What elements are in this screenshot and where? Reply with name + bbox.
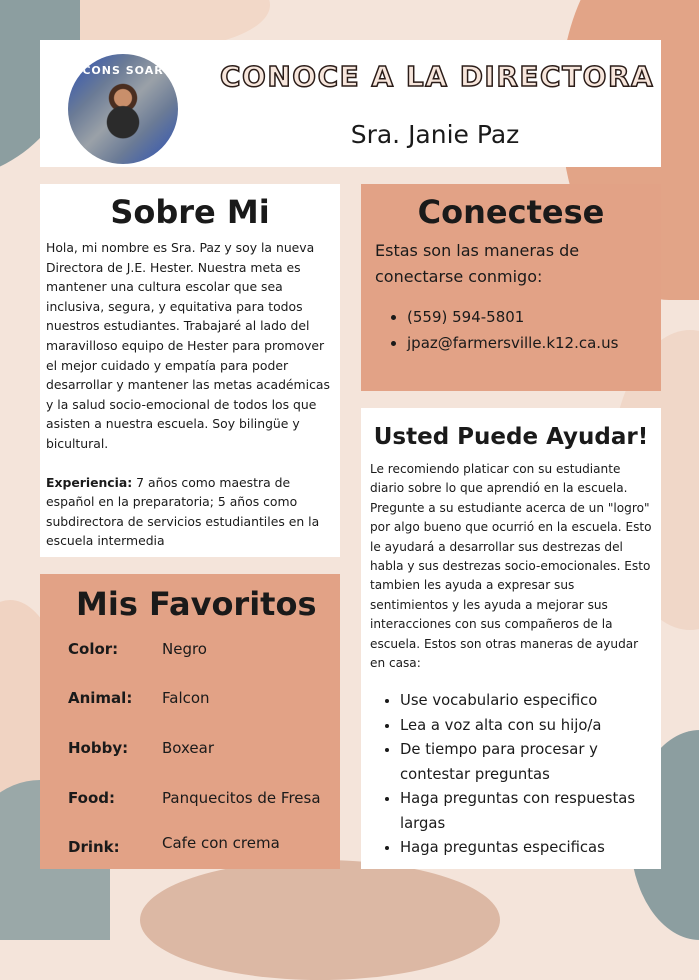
contact-email: • jpaz@farmersville.k12.ca.us [407,330,647,356]
about-me-card [40,184,340,557]
contact-phone: • (559) 594-5801 [407,304,647,330]
experience-text [46,473,334,551]
help-text: Le recomiendo platicar con su estudiante diario sobre lo que aprendió en la escuela. Pregunte a su estudiante acerca de un "logro" por algo bueno que ocurrió en la escuela. Esto le ayudará a desarrollar sus destrezas del habla y sus destrezas socio-emocionales. Esto tambien les ayuda a expresar sus sentimientos y les ayuda a mejorar sus interacciones con sus compañeros de la escuela. Estos son otras maneras de ayudar en casa: [370,462,652,671]
favorite-value: Negro [162,640,207,658]
help-tips-list [370,689,652,861]
favorite-key: Color: [68,640,119,658]
list-item: • Haga preguntas especificas [400,836,652,861]
header-card [40,40,661,167]
page-title: CONOCE A LA DIRECTORA [220,60,655,93]
list-item: • Haga preguntas con respuestas largas [400,787,652,836]
favorite-key: Animal: [68,689,133,707]
experience-value: 7 años como maestra de español en la preparatoria; 5 años como subdirectora de servicios estudiantiles en la escuela intermedia [46,474,320,549]
about-me-heading: Sobre Mi [110,193,270,231]
list-item: • Lea a voz alta con su hijo/a [400,714,652,739]
favorite-key: Hobby: [68,739,129,757]
principal-name: Sra. Janie Paz [350,120,520,149]
favorite-value: Boxear [162,739,215,757]
experience-label: Experiencia: [46,474,133,490]
favorites-heading: Mis Favoritos [76,585,317,623]
favorite-value: Falcon [162,689,210,707]
favorites-card [40,574,340,869]
contact-card [361,184,661,391]
help-card [361,408,661,869]
favorite-value: Cafe con crema [162,834,280,852]
about-me-text: Hola, mi nombre es Sra. Paz y soy la nueva Directora de J.E. Hester. Nuestra meta es mantener una cultura escolar que sea inclusiva, segura, y equitativa para todos nuestros estudiantes. Trabajaré al lado del maravilloso equipo de Hester para promover el mejor cuidado y empatía para poder desarrollar y mantener las metas académicas y la salud socio-emocional de todos los que asisten a nuestra escuela. Soy bilingüe y bicultural. [46,240,330,451]
favorite-value: Panquecitos de Fresa [162,789,321,807]
contact-intro: Estas son las maneras de conectarse conmigo: [375,241,580,286]
help-heading: Usted Puede Ayudar! [373,424,649,450]
contact-heading: Conectese [417,193,605,231]
favorite-key: Drink: [68,838,120,856]
principal-photo [68,54,178,164]
background-shape [140,860,500,980]
list-item: • Use vocabulario especifico [400,689,652,714]
list-item: • De tiempo para procesar y contestar preguntas [400,738,652,787]
favorite-key: Food: [68,789,115,807]
photo-banner-text: CONS SOAR [82,64,164,77]
contact-list [375,304,647,356]
